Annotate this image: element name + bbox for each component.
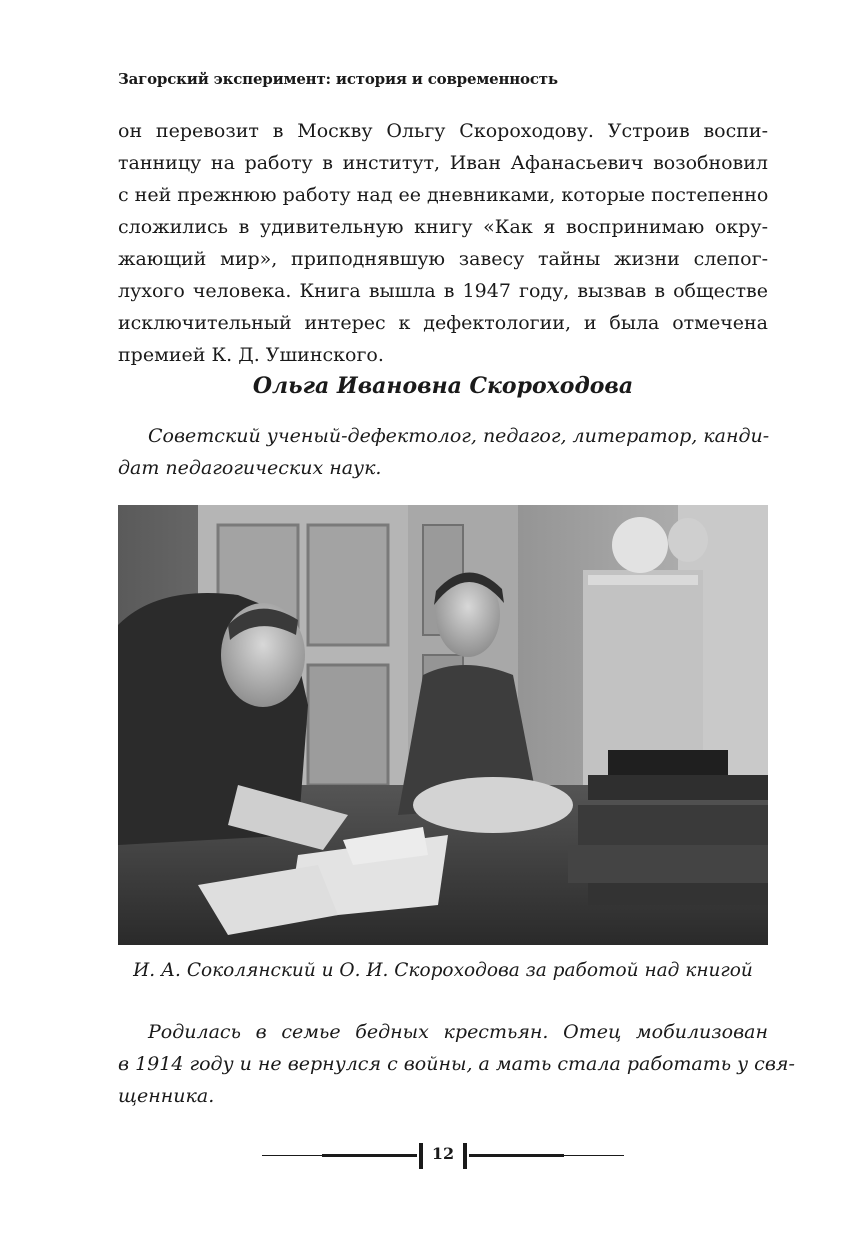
page-number: 12 (431, 1144, 455, 1163)
text-line: с ней прежнюю работу над ее дневниками, которые постепенно (118, 184, 769, 206)
text-line: лухого человека. Книга вышла в 1947 году, вызвав в обществе (118, 280, 768, 302)
intro-paragraph (118, 115, 768, 371)
photo-illustration (118, 505, 768, 945)
text-line: сложились в удивительную книгу «Как я воспринимаю окру- (118, 216, 768, 238)
section-title: Ольга Ивановна Скороходова (252, 373, 634, 399)
photo-caption: И. А. Соколянский и О. И. Скороходова за работой над книгой (133, 960, 753, 981)
text-line: в 1914 году и не вернулся с войны, а мать стала работать у свя- (118, 1053, 795, 1075)
text-line: он перевозит в Москву Ольгу Скороходову. Устроив воспи- (118, 120, 768, 142)
footer-rule-right-thick (469, 1154, 564, 1157)
text-line: Советский ученый-дефектолог, педагог, литератор, канди- (148, 425, 770, 447)
text-line: исключительный интерес к дефектологии, и была отмечена (118, 312, 768, 334)
running-title: Загорский эксперимент: история и современность (118, 70, 558, 88)
text-line: дат педагогических наук. (118, 457, 382, 479)
footer-rule-left-thick (322, 1154, 417, 1157)
text-line: щенника. (118, 1085, 215, 1107)
section-lead (118, 420, 768, 484)
text-line: премией К. Д. Ушинского. (118, 344, 384, 366)
historical-photo (118, 505, 768, 945)
text-line: танницу на работу в институт, Иван Афанасьевич возобновил (118, 152, 768, 174)
page-footer (262, 1142, 624, 1170)
biography-paragraph (118, 1016, 795, 1112)
text-line: жающий мир», приподнявшую завесу тайны жизни слепог- (118, 248, 768, 270)
footer-bar-right (463, 1143, 467, 1169)
text-line: Родилась в семье бедных крестьян. Отец мобилизован (148, 1021, 768, 1043)
